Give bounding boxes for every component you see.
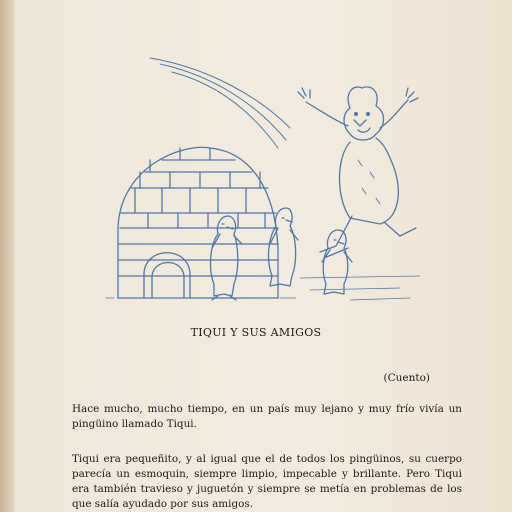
paragraph-1: Hace mucho, mucho tiempo, en un país muy lejano y muy frío vivía un pingüino llamado Tiqui. (72, 403, 462, 430)
penguin (322, 230, 352, 294)
story-title: TIQUI Y SUS AMIGOS (190, 326, 322, 339)
paragraph-2: Tiqui era pequeñito, y al igual que el de todos los pingüinos, su cuerpo parecía un esmoquin, siempre limpio, impecable y brillante. Pero Tiqui era también travieso y juguetón y siempre se metía en problemas de los que salía ayudado por sus amigos. (72, 453, 462, 510)
wind-lines (150, 58, 290, 148)
story-illustration (100, 48, 430, 316)
page-spine-shadow (0, 0, 14, 512)
snow-ground (106, 276, 420, 300)
story-subtitle: (Cuento) (383, 372, 430, 384)
polar-bear (298, 87, 418, 258)
penguin (269, 208, 298, 286)
igloo (118, 147, 278, 298)
